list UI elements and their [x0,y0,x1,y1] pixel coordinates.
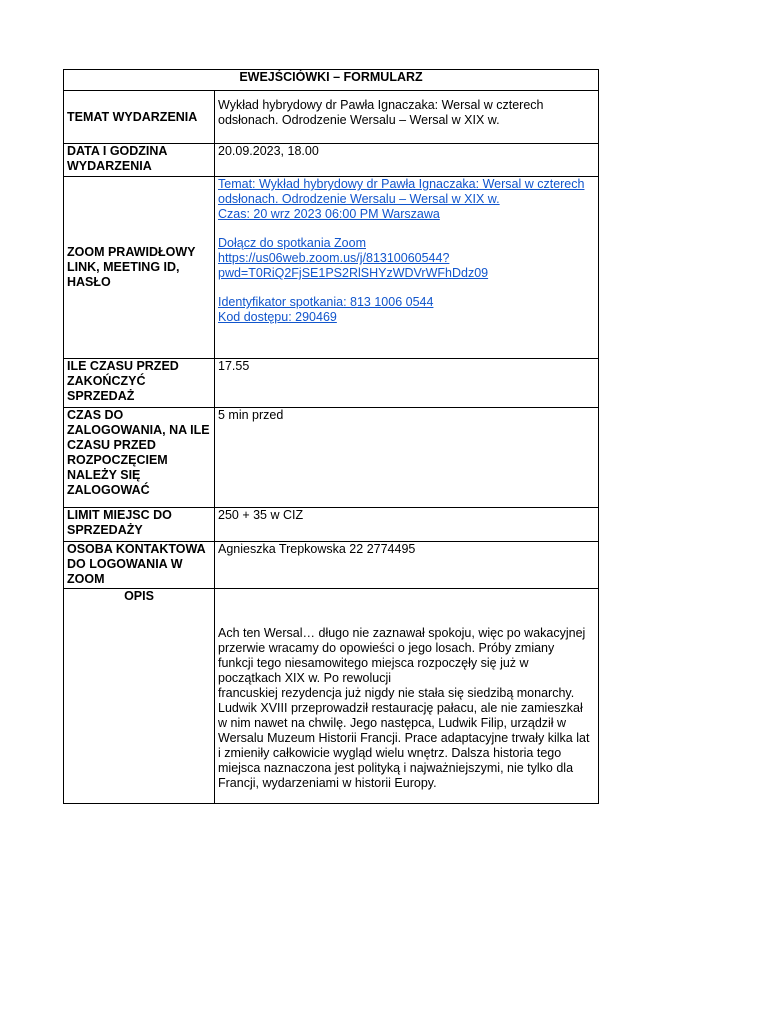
form-title: EWEJŚCIÓWKI – FORMULARZ [64,70,599,91]
opis-line: funkcji tego niesamowitego miejsca rozpoczęły się już w [218,656,529,670]
zoom-topic-link-line1[interactable]: Temat: Wykład hybrydowy dr Pawła Ignaczaka: Wersal w czterech [218,177,585,191]
form-title-row [64,70,599,91]
value-zoom [215,177,599,359]
event-form-table [63,69,599,804]
value-opis [215,589,599,804]
opis-line: przerwie wracamy do opowieści o jego losach. Próby zmiany [218,641,555,655]
label-zoom: ZOOM PRAWIDŁOWY LINK, MEETING ID, HASŁO [64,177,215,359]
zoom-meeting-id-link[interactable]: Identyfikator spotkania: 813 1006 0544 [218,295,434,309]
opis-line: początkach XIX w. Po rewolucji [218,671,391,685]
row-data [64,144,599,177]
label-data: DATA I GODZINA WYDARZENIA [64,144,215,177]
label-limit: LIMIT MIEJSC DO SPRZEDAŻY [64,508,215,542]
label-temat: TEMAT WYDARZENIA [64,91,215,144]
row-zoom [64,177,599,359]
opis-text [218,626,595,791]
label-opis: OPIS [64,589,215,804]
value-kontakt: Agnieszka Trepkowska 22 2774495 [215,542,599,589]
label-logowanie: CZAS DO ZALOGOWANIA, NA ILE CZASU PRZED ROZPOCZĘCIEM NALEŻY SIĘ ZALOGOWAĆ [64,408,215,508]
opis-line: miejsca naznaczona jest polityką i najważniejszymi, nie tylko dla [218,761,574,775]
zoom-join-link[interactable]: Dołącz do spotkania Zoom [218,236,366,250]
zoom-topic-link-line2[interactable]: odsłonach. Odrodzenie Wersalu – Wersal w XIX w. [218,192,500,206]
form-sheet [63,69,598,804]
opis-line: Wersalu Muzeum Historii Francji. Prace adaptacyjne trwały kilka lat [218,731,590,745]
value-sprzedaz: 17.55 [215,359,599,408]
row-temat [64,91,599,144]
value-data: 20.09.2023, 18.00 [215,144,599,177]
zoom-passcode-link[interactable]: Kod dostępu: 290469 [218,310,337,324]
label-kontakt: OSOBA KONTAKTOWA DO LOGOWANIA W ZOOM [64,542,215,589]
zoom-url-line1[interactable]: https://us06web.zoom.us/j/81310060544? [218,251,450,265]
value-logowanie: 5 min przed [215,408,599,508]
opis-line: Ludwik XVIII przeprowadził restaurację pałacu, ale nie zamieszkał [218,701,583,715]
row-logowanie [64,408,599,508]
label-sprzedaz: ILE CZASU PRZED ZAKOŃCZYĆ SPRZEDAŻ [64,359,215,408]
opis-line: w nim nawet na chwilę. Jego następca, Ludwik Filip, urządził w [218,716,567,730]
zoom-time-link[interactable]: Czas: 20 wrz 2023 06:00 PM Warszawa [218,207,440,221]
value-temat: Wykład hybrydowy dr Pawła Ignaczaka: Wersal w czterech odsłonach. Odrodzenie Wersalu – Wersal w XIX w. [215,91,599,144]
opis-line: Francji, wydarzeniami w historii Europy. [218,776,437,790]
zoom-url-line2[interactable]: pwd=T0RiQ2FjSE1PS2RlSHYzWDVrWFhDdz09 [218,266,489,280]
row-sprzedaz [64,359,599,408]
opis-line: francuskiej rezydencja już nigdy nie stała się siedzibą monarchy. [218,686,575,700]
opis-line: Ach ten Wersal… długo nie zaznawał spokoju, więc po wakacyjnej [218,626,586,640]
row-opis [64,589,599,804]
value-limit: 250 + 35 w CIZ [215,508,599,542]
row-kontakt [64,542,599,589]
opis-line: i zmieniły całkowicie wygląd wielu wnętrz. Dalsza historia tego [218,746,562,760]
row-limit [64,508,599,542]
